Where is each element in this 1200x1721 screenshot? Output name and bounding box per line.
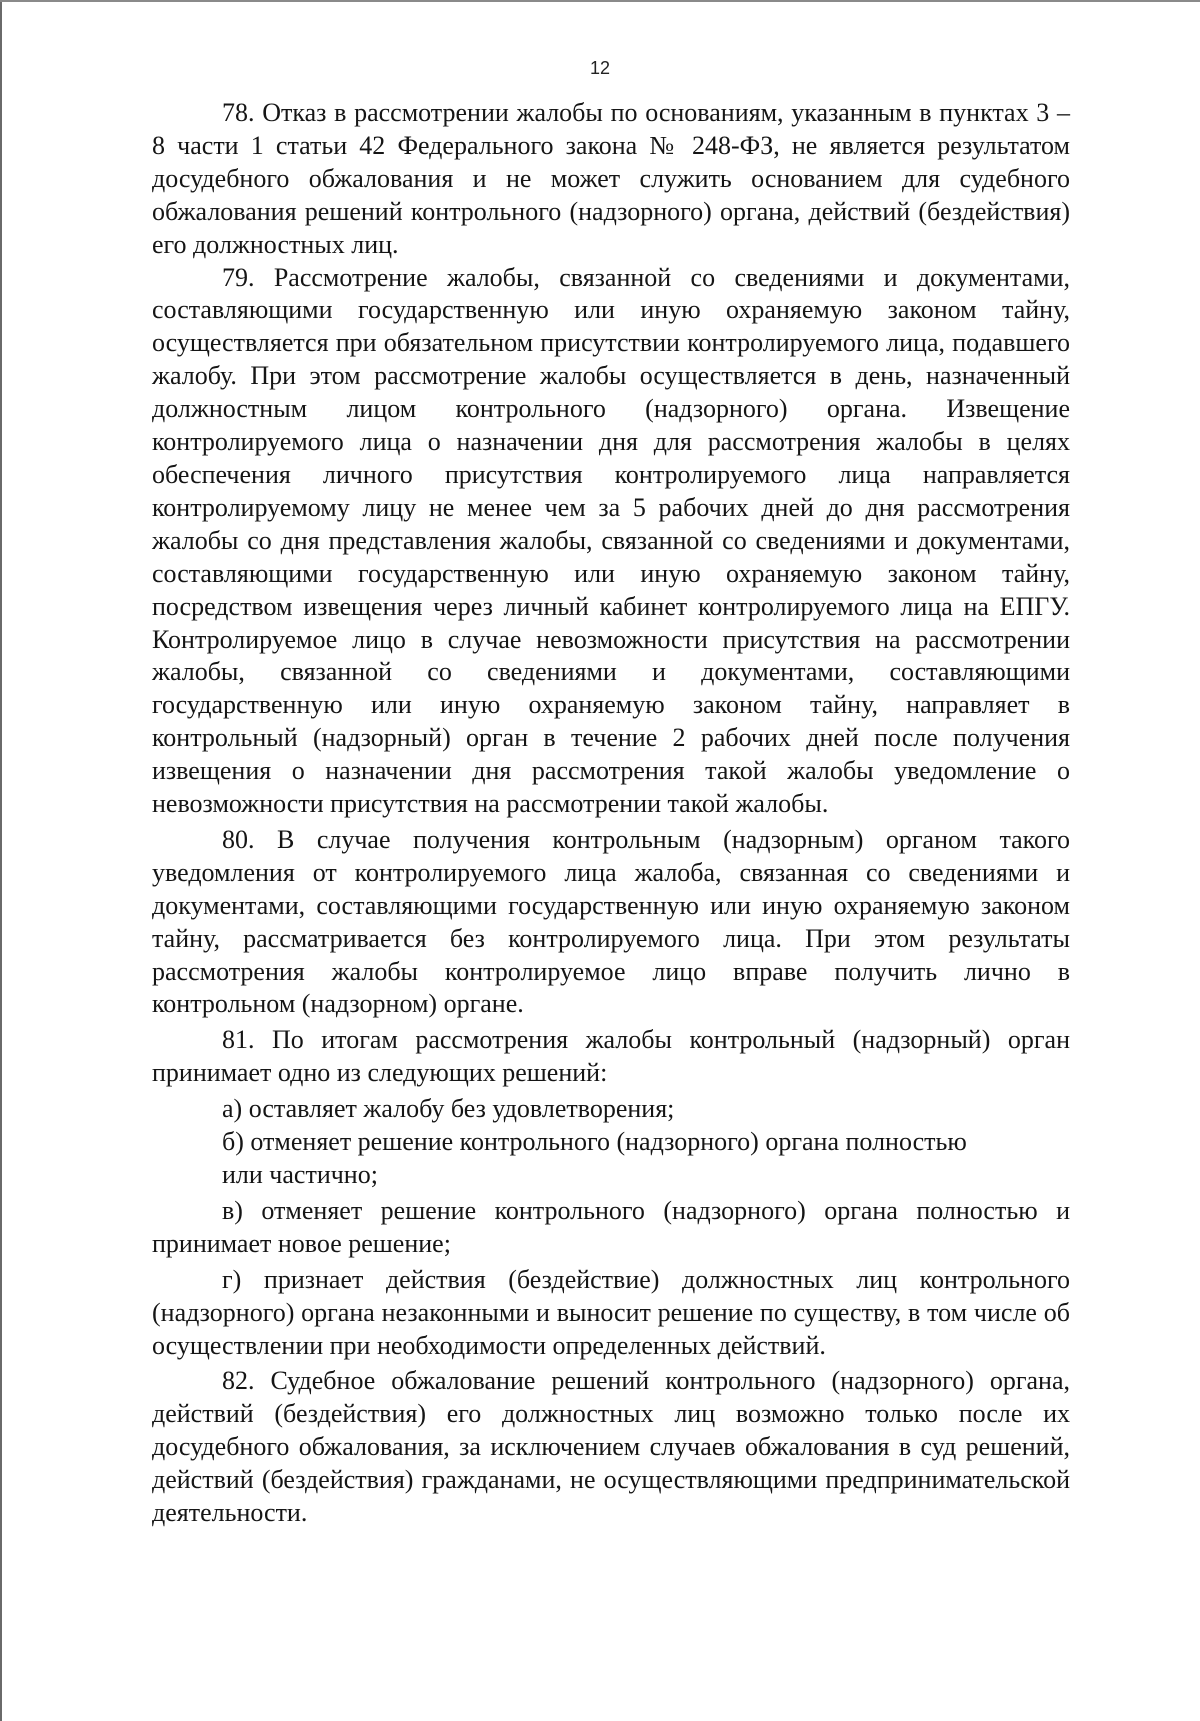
scan-edge-top xyxy=(0,0,1200,2)
page-number: 12 xyxy=(589,58,611,78)
list-item-a: а) оставляет жалобу без удовлетворения; xyxy=(222,1094,675,1124)
list-item-b-line-1: б) отменяет решение контрольного (надзорного) органа полностью xyxy=(222,1127,967,1157)
list-item-b xyxy=(152,1126,1070,1192)
paragraph-81: 81. По итогам рассмотрения жалобы контрольный (надзорный) орган принимает одно из следующих решений: xyxy=(152,1025,1070,1088)
list-item-b-line-2: или частично; xyxy=(222,1160,378,1189)
document-body xyxy=(152,97,1070,1530)
paragraph-82: 82. Судебное обжалование решений контрольного (надзорного) органа, действий (бездействия) его должностных лиц возможно только после их досудебного обжалования, за исключением случаев обжалования в суд решений, действий (бездействия) гражданами, не осуществляющими предпринимательской деятельности. xyxy=(152,1366,1070,1528)
list-item-v: в) отменяет решение контрольного (надзорного) органа полностью и принимает новое решение; xyxy=(152,1195,1070,1258)
paragraph-80: 80. В случае получения контрольным (надзорным) органом такого уведомления от контролируемого лица жалоба, связанная со сведениями и документами, составляющими государственную или иную охраняемую законом тайну, рассматривается без контролируемого лица. При этом результаты рассмотрения жалобы контролируемое лицо вправе получить лично в контрольном (надзорном) органе. xyxy=(152,824,1070,1019)
paragraph-78: 78. Отказ в рассмотрении жалобы по основаниям, указанным в пунктах 3 – 8 части 1 статьи 42 Федерального закона № 248-ФЗ, не является результатом досудебного обжалования и не может служить основанием для судебного обжалования решений контрольного (надзорного) органа, действий (бездействия) его должностных лиц. xyxy=(152,98,1070,259)
scan-edge-left xyxy=(0,0,2,1721)
paragraph-79: 79. Рассмотрение жалобы, связанной со сведениями и документами, составляющими государственную или иную охраняемую законом тайну, осуществляется при обязательном присутствии контролируемого лица, подавшего жалобу. При этом рассмотрение жалобы осуществляется в день, назначенный должностным лицом контрольного (надзорного) органа. Извещение контролируемого лица о назначении дня для рассмотрения жалобы в целях обеспечения личного присутствия контролируемого лица направляется контролируемому лицу не менее чем за 5 рабочих дней до дня рассмотрения жалобы со дня представления жалобы, связанной со сведениями и документами, составляющими государственную или иную охраняемую законом тайну, посредством извещения через личный кабинет контролируемого лица на ЕПГУ. Контролируемое лицо в случае невозможности присутствия на рассмотрении жалобы, связанной со сведениями и документами, составляющими государственную или иную охраняемую законом тайну, направляет в контрольный (надзорный) орган в течение 2 рабочих дней после получения извещения о назначении дня рассмотрения такой жалобы уведомление о невозможности присутствия на рассмотрении такой жалобы. xyxy=(152,262,1070,819)
list-item-g: г) признает действия (бездействие) должностных лиц контрольного (надзорного) органа незаконными и выносит решение по существу, в том числе об осуществлении при необходимости определенных действий. xyxy=(152,1264,1070,1360)
